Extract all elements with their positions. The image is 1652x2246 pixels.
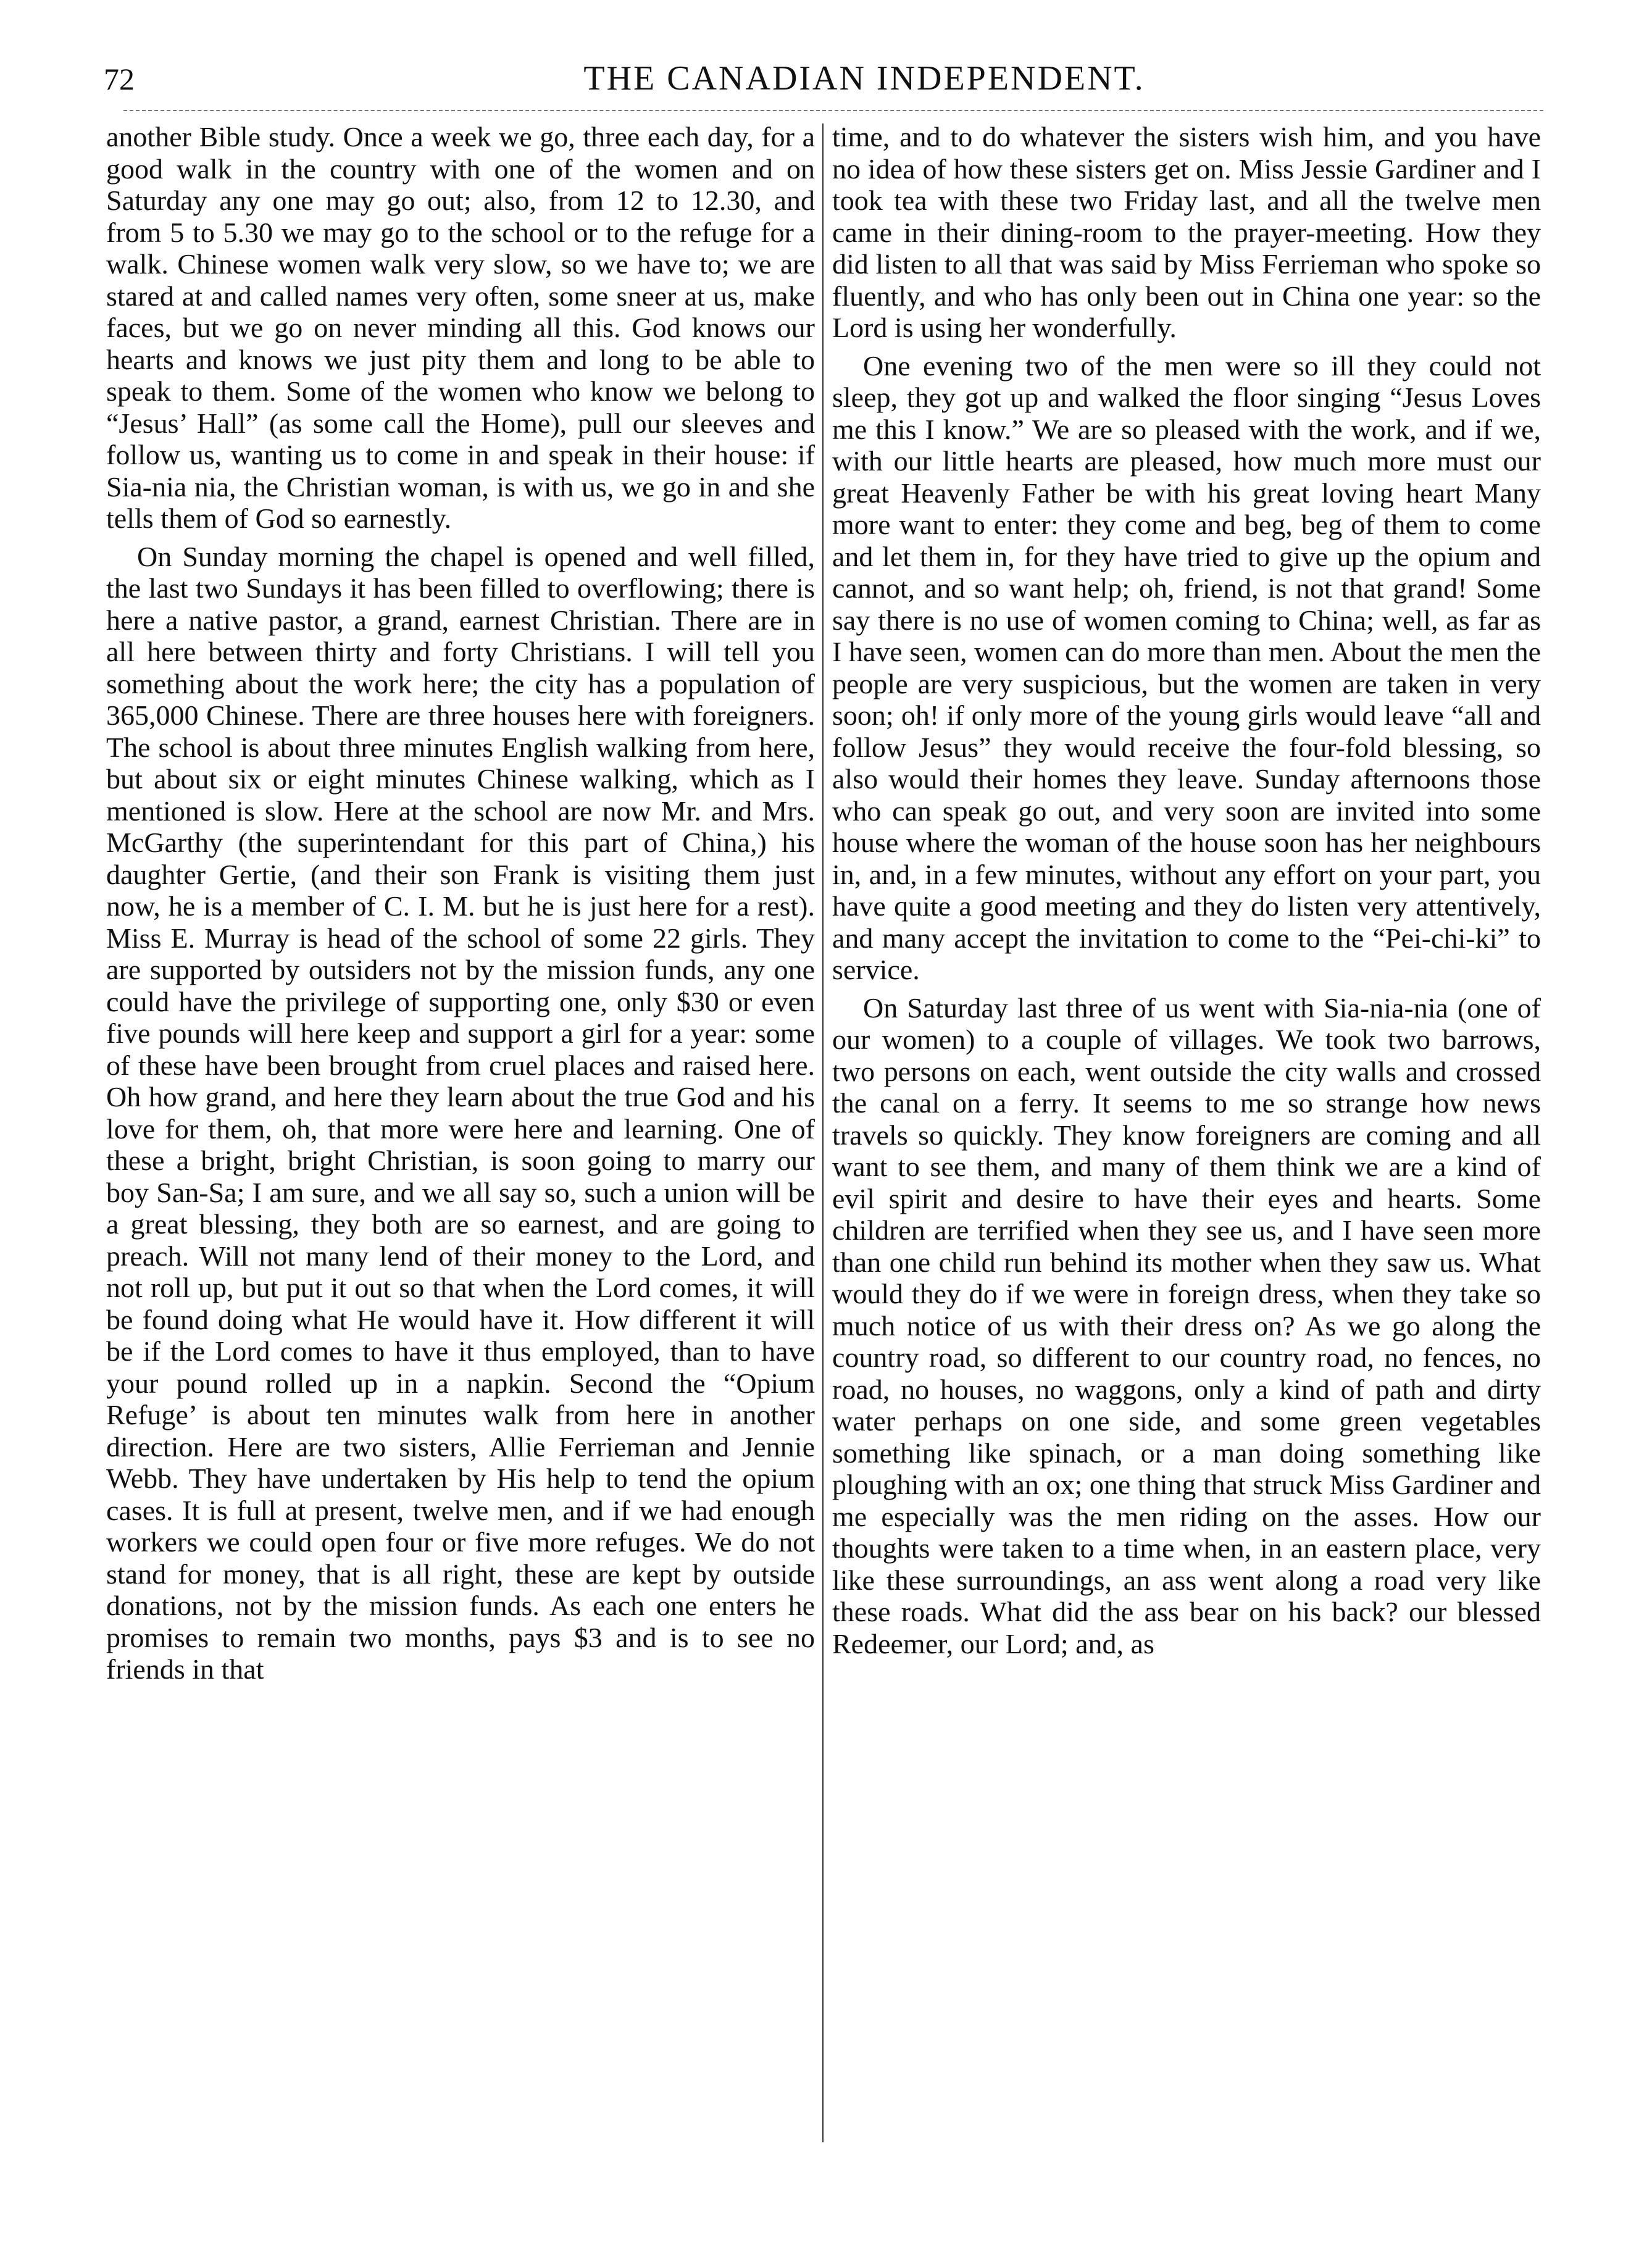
paragraph: On Saturday last three of us went with Sia-nia-nia (one of our women) to a couple of villages. We took two barrows, two persons on each, went outside the city walls and crossed the canal on a ferry. It seems to me so strange how news travels so quickly. They know foreigners are coming and all want to see them, and many of them think we are a kind of evil spirit and desire to have their eyes and hearts. Some children are terrified when they see us, and I have seen more than one child run behind its mother when they saw us. What would they do if we were in foreign dress, when they take so much notice of us with their dress on? As we go along the country road, so different to our country road, no fences, no road, no houses, no waggons, only a kind of path and dirty water perhaps on one side, and some green vegetables something like spinach, or a man doing something like ploughing with an ox; one thing that struck Miss Gardiner and me especially was the men riding on the asses. How our thoughts were taken to a time when, in an eastern place, very like these surroundings, an ass went along a road very like these roads. What did the ass bear on his back? our blessed Redeemer, our Lord; and, as (832, 991, 1541, 1659)
left-column (106, 121, 815, 1692)
right-column (832, 121, 1541, 1666)
header-rule (123, 110, 1543, 111)
paragraph: On Sunday morning the chapel is opened and well filled, the last two Sundays it has been filled to overflowing; there is here a native pastor, a grand, earnest Christian. There are in all here between thirty and forty Christians. I will tell you something about the work here; the city has a population of 365,000 Chinese. There are three houses here with foreigners. The school is about three minutes English walking from here, but about six or eight minutes Chinese walking, which as I mentioned is slow. Here at the school are now Mr. and Mrs. McGarthy (the superintendant for this part of China,) his daughter Gertie, (and their son Frank is visiting them just now, he is a member of C. I. M. but he is just here for a rest). Miss E. Murray is head of the school of some 22 girls. They are supported by outsiders not by the mission funds, any one could have the privilege of supporting one, only $30 or even five pounds will here keep and support a girl for a year: some of these have been brought from cruel places and raised here. Oh how grand, and here they learn about the true God and his love for them, oh, that more were here and learning. One of these a bright, bright Christian, is soon going to marry our boy San-Sa; I am sure, and we all say so, such a union will be a great blessing, they both are so earnest, and are going to preach. Will not many lend of their money to the Lord, and not roll up, but put it out so that when the Lord comes, it will be found doing what He would have it. How different it will be if the Lord comes to have it thus employed, than to have your pound rolled up in a napkin. Second the “Opium Refuge’ is about ten minutes walk from here in another direction. Here are two sisters, Allie Ferrieman and Jennie Webb. They have undertaken by His help to tend the opium cases. It is full at present, twelve men, and if we had enough workers we could open four or five more refuges. We do not stand for money, that is all right, these are kept by outside donations, not by the mission funds. As each one enters he promises to remain two months, pays $3 and is to see no friends in that (106, 540, 815, 1685)
column-divider (822, 123, 824, 2142)
page-number: 72 (104, 62, 135, 96)
paragraph: another Bible study. Once a week we go, three each day, for a good walk in the country with one of the women and on Saturday any one may go out; also, from 12 to 12.30, and from 5 to 5.30 we may go to the school or to the refuge for a walk. Chinese women walk very slow, so we have to; we are stared at and called names very often, some sneer at us, make faces, but we go on never minding all this. God knows our hearts and knows we just pity them and long to be able to speak to them. Some of the women who know we belong to “Jesus’ Hall” (as some call the Home), pull our sleeves and follow us, wanting us to come in and speak in their house: if Sia-nia nia, the Christian woman, is with us, we go in and she tells them of God so earnestly. (106, 121, 815, 534)
paragraph: time, and to do whatever the sisters wish him, and you have no idea of how these sisters get on. Miss Jessie Gardiner and I took tea with these two Friday last, and all the twelve men came in their dining-room to the prayer-meeting. How they did listen to all that was said by Miss Ferrieman who spoke so fluently, and who has only been out in China one year: so the Lord is using her wonderfully. (832, 121, 1541, 343)
paragraph: One evening two of the men were so ill they could not sleep, they got up and walked the floor singing “Jesus Loves me this I know.” We are so pleased with the work, and if we, with our little hearts are pleased, how much more must our great Heavenly Father be with his great loving heart Many more want to enter: they come and beg, beg of them to come and let them in, for they have tried to give up the opium and cannot, and so want help; oh, friend, is not that grand! Some say there is no use of women coming to China; well, as far as I have seen, women can do more than men. About the men the people are very suspicious, but the women are taken in very soon; oh! if only more of the young girls would leave “all and follow Jesus” they would receive the four-fold blessing, so also would their homes they leave. Sunday afternoons those who can speak go out, and very soon are invited into some house where the woman of the house soon has her neighbours in, and, in a few minutes, without any effort on your part, you have quite a good meeting and they do listen very attentively, and many accept the invitation to come to the “Pei-chi-ki” to service. (832, 349, 1541, 985)
running-head-title: THE CANADIAN INDEPENDENT. (583, 59, 1145, 98)
